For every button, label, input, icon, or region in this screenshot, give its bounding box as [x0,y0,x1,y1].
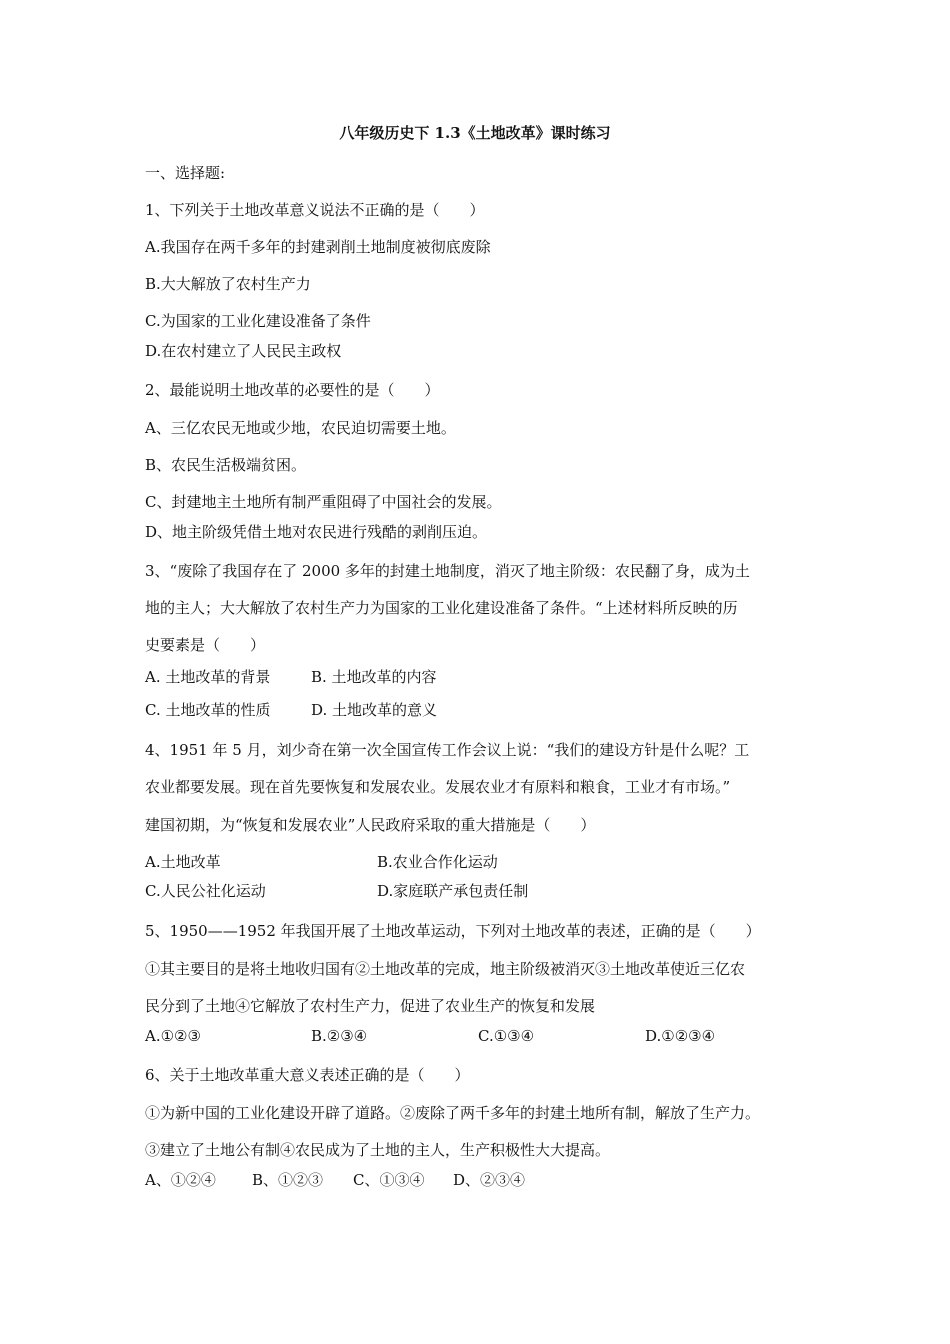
question-4-option-b: B.农业合作化运动 [377,853,498,871]
question-3-option-a: A. 土地改革的背景 [145,668,271,686]
question-2-option-b: B、农民生活极端贫困。 [145,456,307,474]
question-4-option-a: A.土地改革 [145,853,221,871]
question-5-option-a: A.①②③ [145,1027,201,1045]
question-2-stem: 2、最能说明土地改革的必要性的是（ ） [145,381,440,399]
section-heading: 一、选择题: [145,164,226,182]
question-5-stem-line-1: 5、1950——1952 年我国开展了土地改革运动，下列对土地改革的表述，正确的是（ ） [145,922,761,940]
question-6-stem-line-3: ③建立了土地公有制④农民成为了土地的主人，生产积极性大大提高。 [145,1141,611,1159]
question-4-option-d: D.家庭联产承包责任制 [377,882,529,900]
question-5-stem-line-2: ①其主要目的是将土地收归国有②土地改革的完成，地主阶级被消灭③土地改革使近三亿农 [145,960,746,978]
question-3-option-d: D. 土地改革的意义 [311,701,438,719]
question-4-stem-line-3: 建国初期，为“恢复和发展农业”人民政府采取的重大措施是（ ） [145,816,596,834]
question-3-stem-line-2: 地的主人；大大解放了农村生产力为国家的工业化建设准备了条件。“上述材料所反映的历 [145,599,738,617]
question-5-option-b: B.②③④ [311,1027,368,1045]
question-4-stem-line-1: 4、1951 年 5 月，刘少奇在第一次全国宣传工作会议上说：“我们的建设方针是什么呢？工 [145,741,750,759]
question-1-option-d: D.在农村建立了人民民主政权 [145,342,342,360]
question-3-option-b: B. 土地改革的内容 [311,668,437,686]
question-3-option-c: C. 土地改革的性质 [145,701,271,719]
question-6-option-c: C、①③④ [353,1171,425,1189]
question-6-option-d: D、②③④ [453,1171,526,1189]
question-1-option-a: A.我国存在两千多年的封建剥削土地制度被彻底废除 [145,238,491,256]
question-5-stem-line-3: 民分到了土地④它解放了农村生产力，促进了农业生产的恢复和发展 [145,997,596,1015]
question-4-option-c: C.人民公社化运动 [145,882,266,900]
question-1-stem: 1、下列关于土地改革意义说法不正确的是（ ） [145,201,485,219]
question-6-stem-line-1: 6、关于土地改革重大意义表述正确的是（ ） [145,1066,470,1084]
question-6-option-b: B、①②③ [252,1171,324,1189]
question-2-option-d: D、地主阶级凭借土地对农民进行残酷的剥削压迫。 [145,523,488,541]
document-title: 八年级历史下 1.3《土地改革》课时练习 [339,124,611,142]
question-3-stem-line-3: 史要素是（ ） [145,636,266,654]
question-6-option-a: A、①②④ [145,1171,216,1189]
question-2-option-c: C、封建地主土地所有制严重阻碍了中国社会的发展。 [145,493,502,511]
question-6-stem-line-2: ①为新中国的工业化建设开辟了道路。②废除了两千多年的封建土地所有制，解放了生产力。 [145,1104,761,1122]
question-3-stem-line-1: 3、“废除了我国存在了 2000 多年的封建土地制度，消灭了地主阶级：农民翻了身，成为土 [145,562,750,580]
question-2-option-a: A、三亿农民无地或少地，农民迫切需要土地。 [145,419,456,437]
question-1-option-b: B.大大解放了农村生产力 [145,275,311,293]
question-5-option-c: C.①③④ [478,1027,535,1045]
question-4-stem-line-2: 农业都要发展。现在首先要恢复和发展农业。发展农业才有原料和粮食，工业才有市场。” [145,778,731,796]
question-5-option-d: D.①②③④ [645,1027,716,1045]
question-1-option-c: C.为国家的工业化建设准备了条件 [145,312,371,330]
